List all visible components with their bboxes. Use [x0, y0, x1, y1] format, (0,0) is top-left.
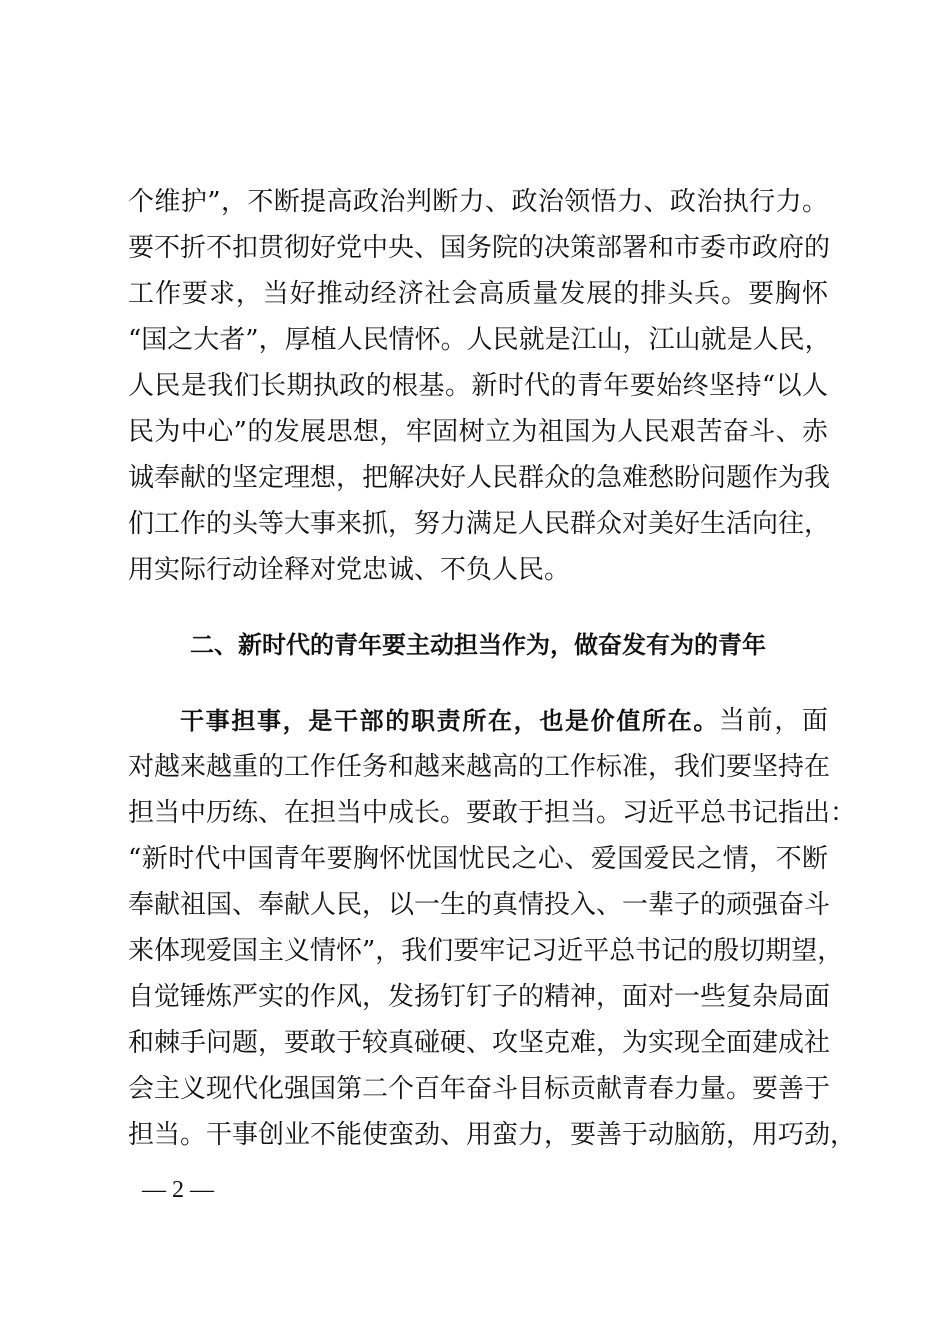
paragraph1-line-2: 要不折不扣贯彻好党中央、国务院的决策部署和市委市政府的	[128, 233, 831, 263]
paragraph2-line-3: 担当中历练、在担当中成长。要敢于担当。习近平总书记指出：	[128, 798, 857, 828]
paragraph2-line-10: 担当。干事创业不能使蛮劲、用蛮力，要善于动脑筋，用巧劲，	[128, 1120, 857, 1150]
paragraph2-line-9: 会主义现代化强国第二个百年奋斗目标贡献青春力量。要善于	[128, 1074, 831, 1104]
paragraph2-line-6: 来体现爱国主义情怀”，我们要牢记习近平总书记的殷切期望，	[128, 936, 844, 966]
paragraph2-line-5: 奉献祖国、奉献人民，以一生的真情投入、一辈子的顽强奋斗	[128, 890, 831, 920]
paragraph1-line-1: 个维护”，不断提高政治判断力、政治领悟力、政治执行力。	[128, 187, 828, 217]
paragraph1-line-4: “国之大者”，厚植人民情怀。人民就是江山，江山就是人民，	[128, 325, 831, 355]
paragraph2-line-4: “新时代中国青年要胸怀忧国忧民之心、爱国爱民之情，不断	[128, 844, 828, 874]
paragraph1-line-5: 人民是我们长期执政的根基。新时代的青年要始终坚持“以人	[128, 371, 828, 401]
paragraph2-lead-rest: 当前，面	[719, 706, 828, 736]
paragraph1-line-6: 民为中心”的发展思想，牢固树立为祖国为人民艰苦奋斗、赤	[128, 417, 828, 447]
section-heading: 二、新时代的青年要主动担当作为，做奋发有为的青年	[190, 631, 766, 659]
paragraph2-line-8: 和棘手问题，要敢于较真碰硬、攻坚克难，为实现全面建成社	[128, 1028, 831, 1058]
paragraph1-line-7: 诚奉献的坚定理想，把解决好人民群众的急难愁盼问题作为我	[128, 463, 831, 493]
paragraph2-lead-bold: 干事担事，是干部的职责所在，也是价值所在。	[180, 707, 719, 735]
page-number: — 2 —	[142, 1177, 214, 1203]
paragraph2-line-1	[180, 702, 828, 740]
paragraph1-line-8: 们工作的头等大事来抓，努力满足人民群众对美好生活向往，	[128, 509, 831, 539]
paragraph2-line-7: 自觉锤炼严实的作风，发扬钉钉子的精神，面对一些复杂局面	[128, 982, 831, 1012]
paragraph1-line-3: 工作要求，当好推动经济社会高质量发展的排头兵。要胸怀	[128, 279, 828, 309]
paragraph2-line-2: 对越来越重的工作任务和越来越高的工作标准，我们要坚持在	[128, 752, 831, 782]
paragraph1-line-9: 用实际行动诠释对党忠诚、不负人民。	[128, 555, 571, 585]
